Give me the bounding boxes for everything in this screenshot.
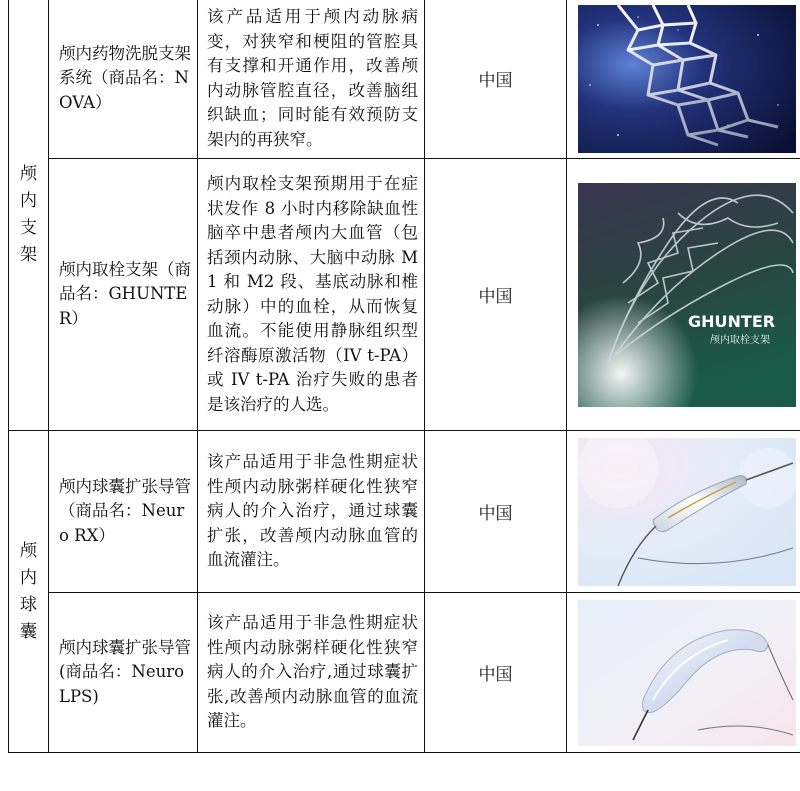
product-origin: 中国 — [478, 665, 513, 685]
product-name-cell — [49, 0, 198, 159]
product-origin-cell — [425, 593, 567, 753]
balloon-catheter-photo — [578, 438, 796, 586]
product-image-cell — [567, 593, 800, 753]
product-origin-cell — [425, 0, 567, 159]
product-description-cell — [198, 431, 425, 593]
image-caption-text: 颅内取栓支架 — [710, 334, 770, 346]
image-brand-text: GHUNTER — [688, 311, 776, 331]
product-image-cell — [567, 159, 800, 431]
product-image-cell — [567, 0, 800, 159]
product-origin-cell — [425, 431, 567, 593]
product-origin-cell — [425, 159, 567, 431]
balloon-catheter-photo-icon — [578, 600, 796, 746]
product-name: 颅内球囊扩张导管(商品名：Neuro LPS) — [59, 637, 191, 706]
product-description: 该产品适用于非急性期症状性颅内动脉粥样硬化性狭窄病人的介入治疗,通过球囊扩张,改善颅内动脉血管的血流灌注。 — [207, 613, 418, 731]
table-row — [9, 0, 800, 159]
product-origin: 中国 — [478, 287, 513, 307]
table-row — [9, 159, 800, 431]
product-table — [8, 0, 800, 753]
balloon-catheter-photo-icon — [578, 438, 796, 586]
category-label: 颅内支架 — [20, 163, 37, 265]
product-name: 颅内取栓支架（商品名：GHUNTER） — [59, 259, 191, 328]
category-cell — [9, 0, 49, 431]
product-description-cell — [198, 593, 425, 753]
stent-photo — [578, 5, 796, 153]
table-row — [9, 431, 800, 593]
product-description: 颅内取栓支架预期用于在症状发作 8 小时内移除缺血性脑卒中患者颅内大血管（包括颈内动脉、大脑中动脉 M1 和 M2 段、基底动脉和椎动脉）中的血栓，从而恢复血流。不能使用静脉组织型纤溶酶原激活物（IV t-PA）或 IV t-PA 治疗失败的患者是该治疗的人选。 — [207, 174, 418, 414]
product-description: 该产品适用于非急性期症状性颅内动脉粥样硬化性狭窄病人的介入治疗，通过球囊扩张，改善颅内动脉血管的血流灌注。 — [207, 452, 418, 570]
product-name-cell — [49, 431, 198, 593]
category-cell — [9, 431, 49, 753]
product-description: 该产品适用于颅内动脉病变，对狭窄和梗阻的管腔具有支撑和开通作用，改善颅内动脉管腔直径，改善脑组织缺血；同时能有效预防支架内的再狭窄。 — [207, 7, 418, 149]
product-origin: 中国 — [478, 504, 513, 524]
stent-photo-icon — [578, 5, 796, 153]
table-row — [9, 593, 800, 753]
product-description-cell — [198, 159, 425, 431]
product-name-cell — [49, 159, 198, 431]
category-label: 颅内球囊 — [20, 540, 37, 642]
product-name-cell — [49, 593, 198, 753]
product-origin: 中国 — [478, 71, 513, 91]
product-image-cell — [567, 431, 800, 593]
thrombectomy-stent-photo — [578, 183, 796, 407]
thrombectomy-stent-photo-icon — [578, 183, 796, 407]
balloon-catheter-photo — [578, 600, 796, 746]
product-name: 颅内药物洗脱支架系统（商品名：NOVA） — [59, 43, 191, 112]
product-description-cell — [198, 0, 425, 159]
product-name: 颅内球囊扩张导管（商品名：Neuro RX） — [59, 476, 191, 545]
